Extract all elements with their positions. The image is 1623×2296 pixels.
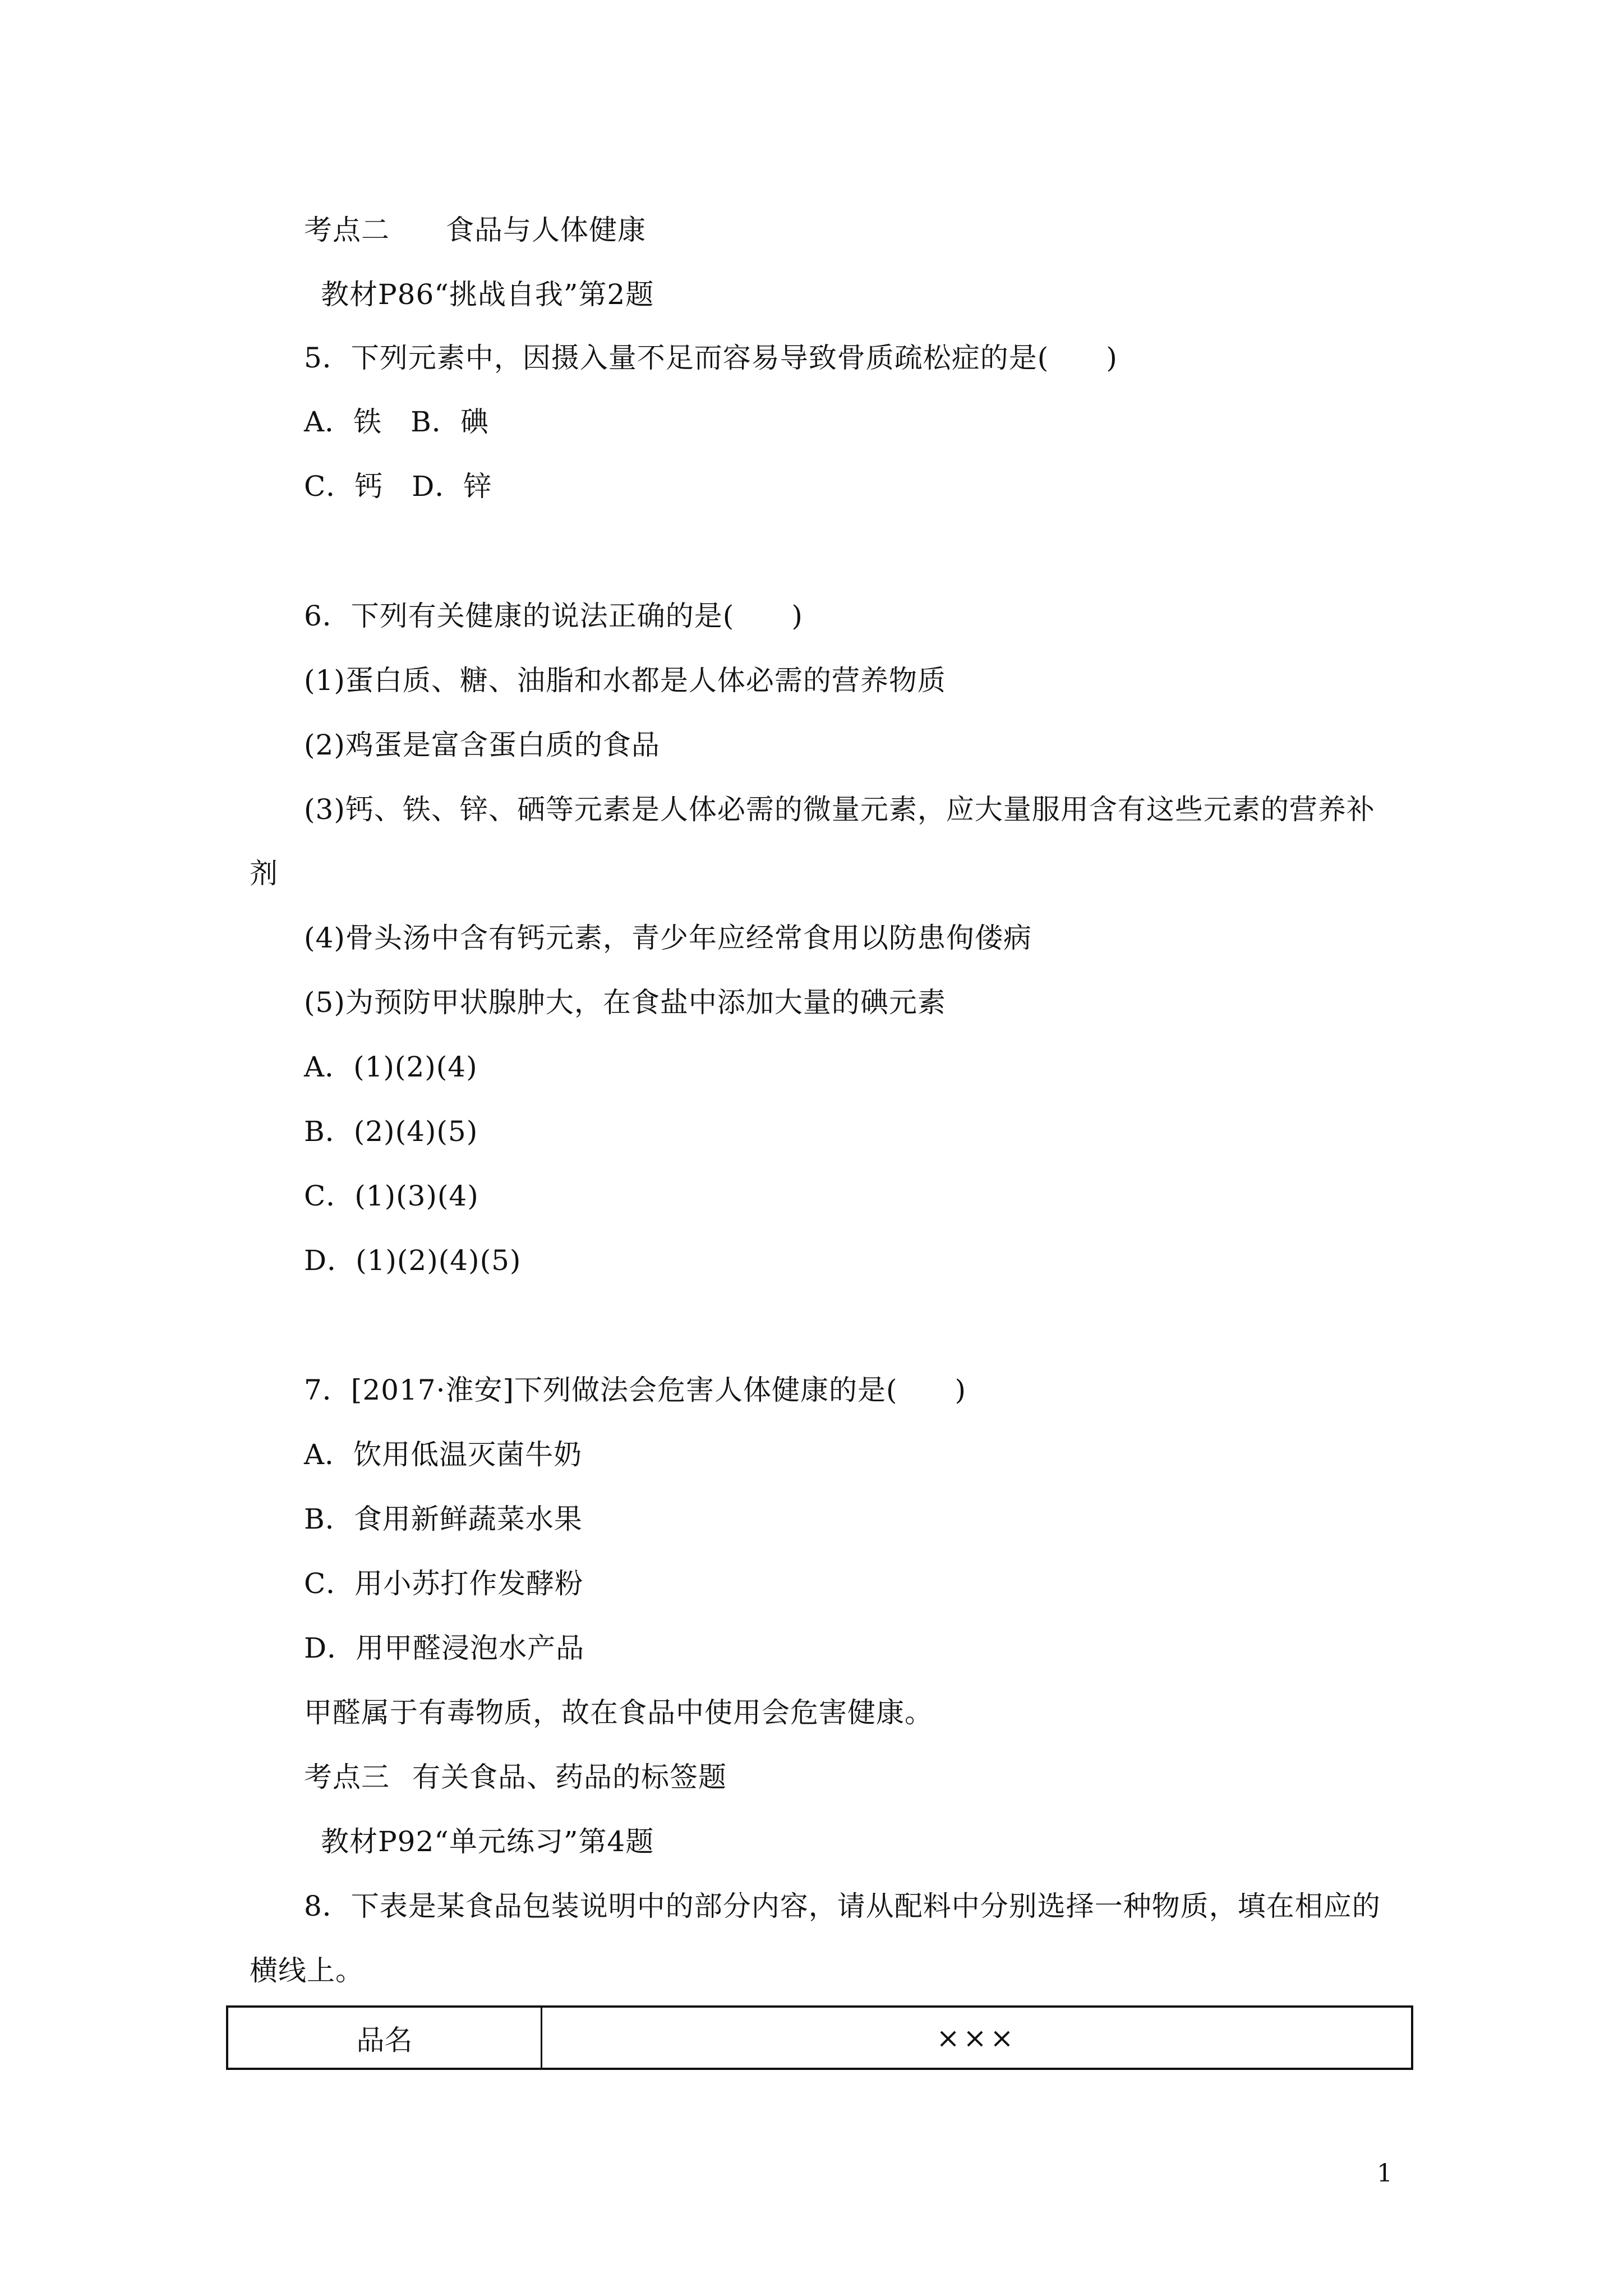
question-option: A．饮用低温灭菌牛奶 <box>304 1438 583 1471</box>
section-label: 考点三 <box>304 1761 390 1793</box>
question-statement: (4)骨头汤中含有钙元素，青少年应经常食用以防患佝偻病 <box>304 922 1032 954</box>
answer-explanation: 甲醛属于有毒物质，故在食品中使用会危害健康。 <box>304 1696 933 1729</box>
question-statement: (5)为预防甲状腺肿大，在食盐中添加大量的碘元素 <box>304 986 946 1019</box>
table-label-cell: 品名 <box>228 2008 542 2068</box>
question-option: B．食用新鲜蔬菜水果 <box>304 1503 583 1535</box>
question-option: D．用甲醛浸泡水产品 <box>304 1632 585 1664</box>
section-title: 有关食品、药品的标签题 <box>412 1761 727 1793</box>
table-value-cell: ××× <box>936 2021 1017 2054</box>
question-options: C．钙 D．锌 <box>304 470 492 503</box>
section-source: 教材P92“单元练习”第4题 <box>321 1825 654 1858</box>
section-heading <box>304 1760 727 1794</box>
section-label: 考点二 <box>304 214 390 246</box>
question-stem-continuation: 横线上。 <box>250 1954 364 1987</box>
section-source: 教材P86“挑战自我”第2题 <box>321 278 654 311</box>
question-statement: (2)鸡蛋是富含蛋白质的食品 <box>304 729 660 761</box>
question-option: C．(1)(3)(4) <box>304 1180 479 1212</box>
section-title: 食品与人体健康 <box>446 214 646 246</box>
section-heading <box>304 213 646 247</box>
page-number: 1 <box>1377 2159 1393 2188</box>
question-option: A．(1)(2)(4) <box>304 1051 478 1083</box>
question-statement: (1)蛋白质、糖、油脂和水都是人体必需的营养物质 <box>304 664 946 697</box>
question-stem: 7．[2017·淮安]下列做法会危害人体健康的是( ) <box>304 1374 966 1406</box>
question-stem: 8．下表是某食品包装说明中的部分内容，请从配料中分别选择一种物质，填在相应的 <box>304 1890 1381 1922</box>
question-option: C．用小苏打作发酵粉 <box>304 1567 584 1600</box>
question-statement: (3)钙、铁、锌、硒等元素是人体必需的微量元素，应大量服用含有这些元素的营养补 <box>304 793 1375 826</box>
question-statement-continuation: 剂 <box>250 857 278 890</box>
question-options: A．铁 B．碘 <box>304 406 489 438</box>
question-option: B．(2)(4)(5) <box>304 1115 478 1148</box>
question-stem: 6．下列有关健康的说法正确的是( ) <box>304 600 803 632</box>
product-info-table <box>226 2005 1413 2070</box>
question-option: D．(1)(2)(4)(5) <box>304 1244 522 1277</box>
question-stem: 5．下列元素中，因摄入量不足而容易导致骨质疏松症的是( ) <box>304 342 1118 374</box>
